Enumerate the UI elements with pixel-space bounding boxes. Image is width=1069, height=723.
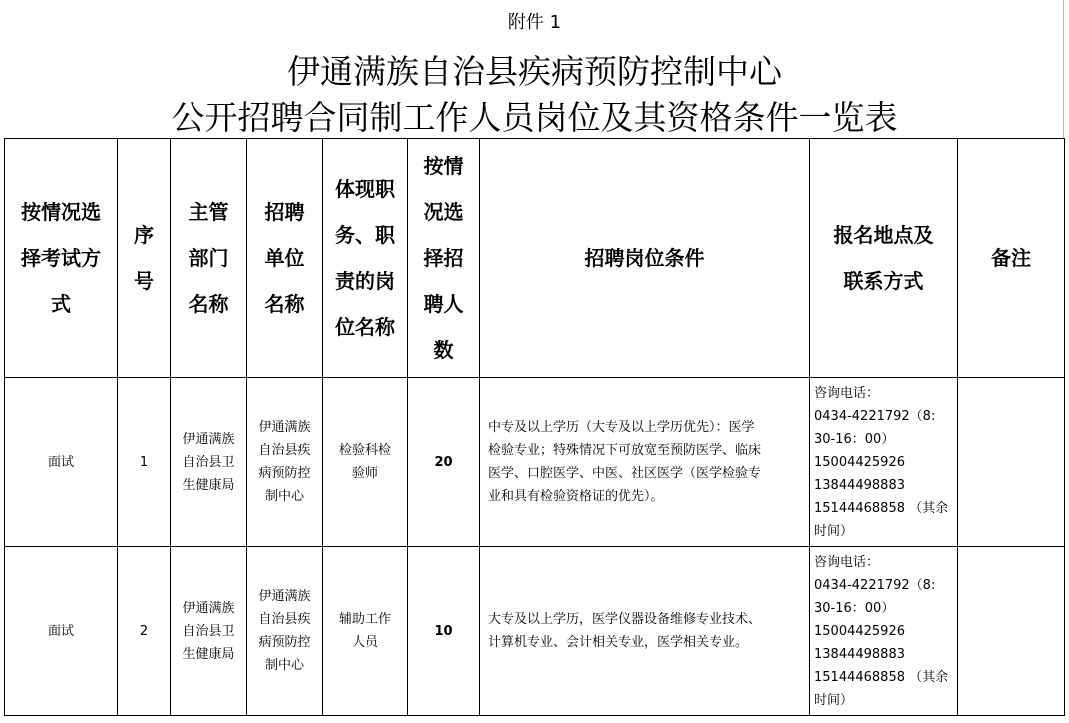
header-seq: 序 号 — [118, 139, 171, 378]
header-count: 按情 况选 择招 聘人 数 — [408, 139, 480, 378]
header-position: 体现职 务、职 责的岗 位名称 — [323, 139, 408, 378]
cell-remarks — [958, 378, 1065, 547]
title-line-1: 伊通满族自治县疾病预防控制中心 — [287, 52, 782, 91]
cell-unit: 伊通满族 自治县疾 病预防控 制中心 — [247, 547, 323, 716]
table-row — [5, 547, 1065, 716]
title-line-2: 公开招聘合同制工作人员岗位及其资格条件一览表 — [171, 98, 898, 137]
cell-count: 20 — [408, 378, 480, 547]
cell-unit: 伊通满族 自治县疾 病预防控 制中心 — [247, 378, 323, 547]
attachment-label: 附件 1 — [507, 12, 562, 33]
positions-table — [4, 138, 1065, 716]
header-conditions: 招聘岗位条件 — [480, 139, 810, 378]
cell-dept: 伊通满族 自治县卫 生健康局 — [171, 547, 247, 716]
cell-contact: 咨询电话： 0434-4221792（8: 30-16：00） 15004425926 13844498883 15144468858 （其余 时间） — [810, 547, 958, 716]
cell-remarks — [958, 547, 1065, 716]
page-edge — [1063, 0, 1064, 138]
cell-exam-method: 面试 — [5, 547, 118, 716]
cell-seq: 1 — [118, 378, 171, 547]
cell-position: 检验科检 验师 — [323, 378, 408, 547]
cell-position: 辅助工作 人员 — [323, 547, 408, 716]
header-remarks: 备注 — [958, 139, 1065, 378]
header-exam-method: 按情况选 择考试方 式 — [5, 139, 118, 378]
cell-count: 10 — [408, 547, 480, 716]
cell-seq: 2 — [118, 547, 171, 716]
header-dept: 主管 部门 名称 — [171, 139, 247, 378]
cell-contact: 咨询电话： 0434-4221792（8: 30-16：00） 15004425926 13844498883 15144468858 （其余 时间） — [810, 378, 958, 547]
cell-conditions: 中专及以上学历（大专及以上学历优先）：医学 检验专业；特殊情况下可放宽至预防医学、临床 医学、口腔医学、中医、社区医学（医学检验专 业和具有检验资格证的优先）。 — [480, 378, 810, 547]
cell-conditions: 大专及以上学历，医学仪器设备维修专业技术、 计算机专业、会计相关专业，医学相关专业。 — [480, 547, 810, 716]
header-unit: 招聘 单位 名称 — [247, 139, 323, 378]
header-row — [5, 139, 1065, 378]
cell-exam-method: 面试 — [5, 378, 118, 547]
cell-dept: 伊通满族 自治县卫 生健康局 — [171, 378, 247, 547]
header-contact: 报名地点及 联系方式 — [810, 139, 958, 378]
table-row — [5, 378, 1065, 547]
